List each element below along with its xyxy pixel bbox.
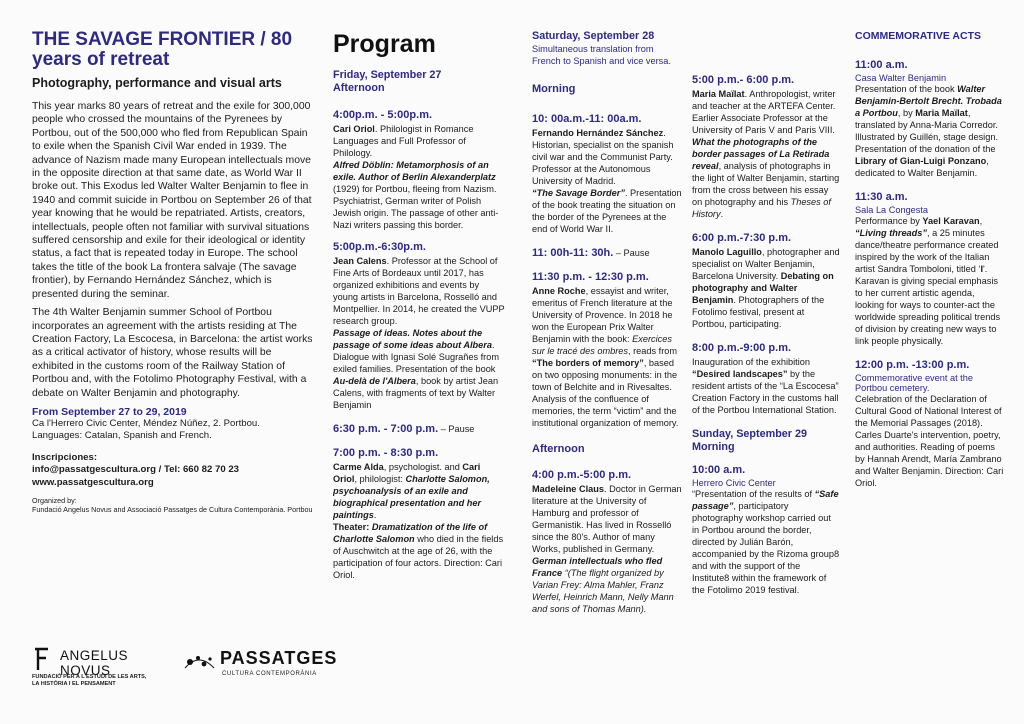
intro-paragraph-1: This year marks 80 years of retreat and the exile for 300,000 people who crossed the mountains of the Pyrenees by Portbou, out of the 500,000 who fled from Republican Spain to exile when the Spanish Civil War ended in 1939. The advance of Nazism made many European intellectuals move in the opposite direction at that same date, as World War II broke out. This Exodus led Walter Walter Benjamin to flee in 1940 and commit suicide in Portbou on September 26 of that year knowing that he would be repatriated. Artists, creators, intellectuals, people often not familiar with survival situations suffered censorship and exile for their ideological or identity status, a fact that is repeated today in Europe. The school takes the title of the book La frontera salvaje (The savage frontier), by Fernando Hernández Sánchez, which is presented during the seminar. [32,101,312,300]
program-title: Program [333,30,436,58]
organized-label: Organized by: [32,495,77,505]
act-1-place: Casa Walter Benjamin [855,73,947,83]
passatges-name: PASSATGES [220,648,338,668]
act-3-time: 12:00 p.m. -13:00 p.m. [855,359,970,371]
subtitle: Photography, performance and visual arts [32,76,282,90]
event-9-desc: Inauguration of the exhibition “Desired landscapes” by the resident artists of the “La Escocesa” Creation Factory in the customs hall of the Portbou International Station. [692,357,839,415]
angelus-novus-logo-icon [32,646,52,672]
event-3-desc: Carme Alda, psychologist. and Cari Oriol, philologist: Charlotte Salomon, psychoanalysis of an exile and biographical presentation and her paintings. Theater: Dramatization of the life of Charlotte Salomon who died in the fields of Auschwitch at the age of 26, with the participation of four actors. Direction: Cari Oriol. [333,462,504,580]
event-dates: From September 27 to 29, 2019 [32,405,187,418]
act-2-desc: Performance by Yael Karavan, “Living threads”, a 25 minutes dance/theatre performance created inspired by the work of the Italian artist Sandra Tomboloni, titled ‘I'. Karavan is giving special emphasis to her current artistic agenda, looking for ways to counter-act the worldwide spreading political trends of division by creating new ways to link people physically. [855,216,1001,346]
event-8-time: 6:00 p.m.-7:30 p.m. [692,232,792,244]
program-column-continued [692,30,840,596]
event-9-time: 8:00 p.m.-9:00 p.m. [692,342,792,354]
act-1-time: 11:00 a.m. [855,59,908,71]
intro-column [32,30,314,514]
event-7-desc: Maria Maïlat. Anthropologist, writer and teacher at the ARTEFA Center. Earlier Associate Professor at the University of Paris V and Paris VIII. What the photographs of the border passages of La Retirada reveal, analysis of photographs in the light of Walter Benjamin, starting from the cross between his essay on photography and his Theses of History. [692,89,840,219]
contact-info[interactable]: info@passatgescultura.org / Tel: 660 82 70 23 [32,464,239,476]
event-5-time: 11:30 p.m. - 12:30 p.m. [532,271,649,283]
event-10-desc: “Presentation of the results of “Safe passage”, participatory photography workshop carried out in Portbou around the border, directed by Julián Barón, accompanied by the Rizoma group8 and with the support of the Institute8 within the framework of the Fotolimo 2019 festival. [692,489,840,595]
venue: Ca l'Herrero Civic Center, Méndez Núñez, 2. Portbou. [32,417,260,429]
pause-2: 11: 00h-11: 30h. – Pause [532,247,650,259]
saturday-heading: Saturday, September 28 [532,30,655,42]
logos [32,646,338,706]
program-column-friday [333,30,505,581]
act-2-time: 11:30 a.m. [855,191,908,203]
event-4-time: 10: 00a.m.-11: 00a.m. [532,113,642,125]
event-2-time: 5:00p.m.-6:30p.m. [333,241,426,253]
main-title: THE SAVAGE FRONTIER / 80 years of retreat [32,30,293,70]
event-6-time: 4:00 p.m.-5:00 p.m. [532,469,632,481]
event-1-desc: Cari Oriol. Philologist in Romance Languages and Full Professor of Philology. Alfred Döblin: Metamorphosis of an exile. Author of Berlin Alexanderplatz (1929) for Portbou, fleeing from Nazism. Psychiatrist, German writer of Polish Jewish origin. The passage of other anti-Nazi writers passing this border. [333,124,499,230]
act-1-desc: Presentation of the book Walter Benjamin-Bertolt Brecht. Trobada a Portbou, by Maria Maïlat, translated by Anna-Maria Corredor. Illustrated by Guillén, stage design. Presentation of the donation of the Library of Gian-Luigi Ponzano, dedicated to Walter Benjamin. [855,84,1002,178]
angelus-novus-sub-1: FUNDACIÓ PER A L'ESTUDI DE LES ARTS, [32,674,147,680]
friday-part: Afternoon [333,82,385,94]
event-1-time: 4:00p.m. - 5:00p.m. [333,109,433,121]
website-link[interactable]: www.passatgescultura.org [32,476,154,488]
saturday-morning: Morning [532,83,576,95]
languages: Languages: Catalan, Spanish and French. [32,430,212,442]
pause-1: 6:30 p.m. - 7:00 p.m. – Pause [333,423,475,435]
commemorative-heading: COMMEMORATIVE ACTS [855,30,981,42]
event-10-place: Herrero Civic Center [692,478,776,488]
event-4-desc: Fernando Hernández Sánchez. Historian, specialist on the spanish civil war and the Communist Party. Professor at the Autonomous University of Madrid. “The Savage Border”. Presentation of the book treating the situation on the border of the Pyrenees at the end of World War II. [532,128,682,234]
program-column-saturday [532,30,684,615]
intro-text [32,100,314,400]
sunday-heading: Sunday, September 29 [692,428,808,440]
event-10-time: 10:00 a.m. [692,464,746,476]
act-3-place: Commemorative event at the Portbou cemetery. [855,373,973,393]
angelus-novus-sub-2: LA HISTÒRIA I EL PENSAMENT [32,681,116,687]
event-6-desc: Madeleine Claus. Doctor in German literature at the University of Hamburg and professor of Germanistik. Has lived in Rosselló since the 80's. Author of many Works, published in Germany. German intellectuals who fled France “(The flight organized by Varian Frey: Alma Mahler, Franz Werfel, Heinrich Mann, Nelly Mann and sons of Thomas Mann). [532,484,682,614]
angelus-novus-name: ANGELUS NOVUS [60,648,129,678]
event-5-desc: Anne Roche, essayist and writer, emeritus of French literature at the University of Provence. In 2018 he won the European Prix Walter Benjamin with the book: Exercices sur le tracé des ombres, reads from “The borders of memory”, based on two opposing monuments: in the town of Belchite and in Rivesaltes. Analysis of the confluence of memories, the term “victim” and the institutional organization of memory. [532,286,679,428]
sunday-morning: Morning [692,441,735,453]
act-2-place: Sala La Congesta [855,205,929,215]
passatges-sub: CULTURA CONTEMPORÀNIA [222,671,317,677]
organizers: Fundació Angelus Novus and Associació Passatges de Cultura Contemporània. Portbou [32,505,313,515]
event-3-time: 7:00 p.m. - 8:30 p.m. [333,447,439,459]
intro-paragraph-2: The 4th Walter Benjamin summer School of Portbou incorporates an agreement with the artists residing at The Creation Factory, La Escocesa, in Barcelona: the artist works as a critical activator of history, whose results will be exhibited in the customs room of the Railway Station of Portbou and, with the Fotolimo Photography Festival, with a debate on Walter Benjamin and photography. [32,307,313,399]
act-3-desc: Celebration of the Declaration of Cultural Good of National Interest of the Memorial Passages (2018). Carles Duarte's intervention, poetry, and authorities. Reading of poems by Hannah Arendt, María Zambrano and Walter Benjamin. Direction: Cari Oriol. [855,394,1004,488]
commemorative-acts-column [855,30,1005,489]
event-8-desc: Manolo Laguillo, photographer and specialist on Walter Benjamin, Barcelona University. Debating on photography and Walter Benjamin. Photographers of the Fotolimo festival, present at Portbou, participating. [692,247,840,329]
inscriptions-label: Inscripciones: [32,451,98,463]
event-7-time: 5:00 p.m.- 6:00 p.m. [692,74,795,86]
translation-note: Simultaneous translation from French to Spanish and vice versa. [532,44,671,66]
event-2-desc: Jean Calens. Professor at the School of Fine Arts of Bordeaux until 2017, has organized exhibitions and events by young artists in Barcelona, Rosselló and Montpellier. In 2014, he created the VUPP research group. Passage of ideas. Notes about the passage of some ideas about Albera. Dialogue with Ignasi Solé Sugrañes from exiled families. Presentation of the book Au-delà de l'Albera, book by artist Jean Calens, with fragments of text by Walter Benjamin [333,256,505,410]
passatges-logo-icon [182,650,216,672]
saturday-afternoon: Afternoon [532,443,585,455]
friday-heading: Friday, September 27 [333,69,442,81]
